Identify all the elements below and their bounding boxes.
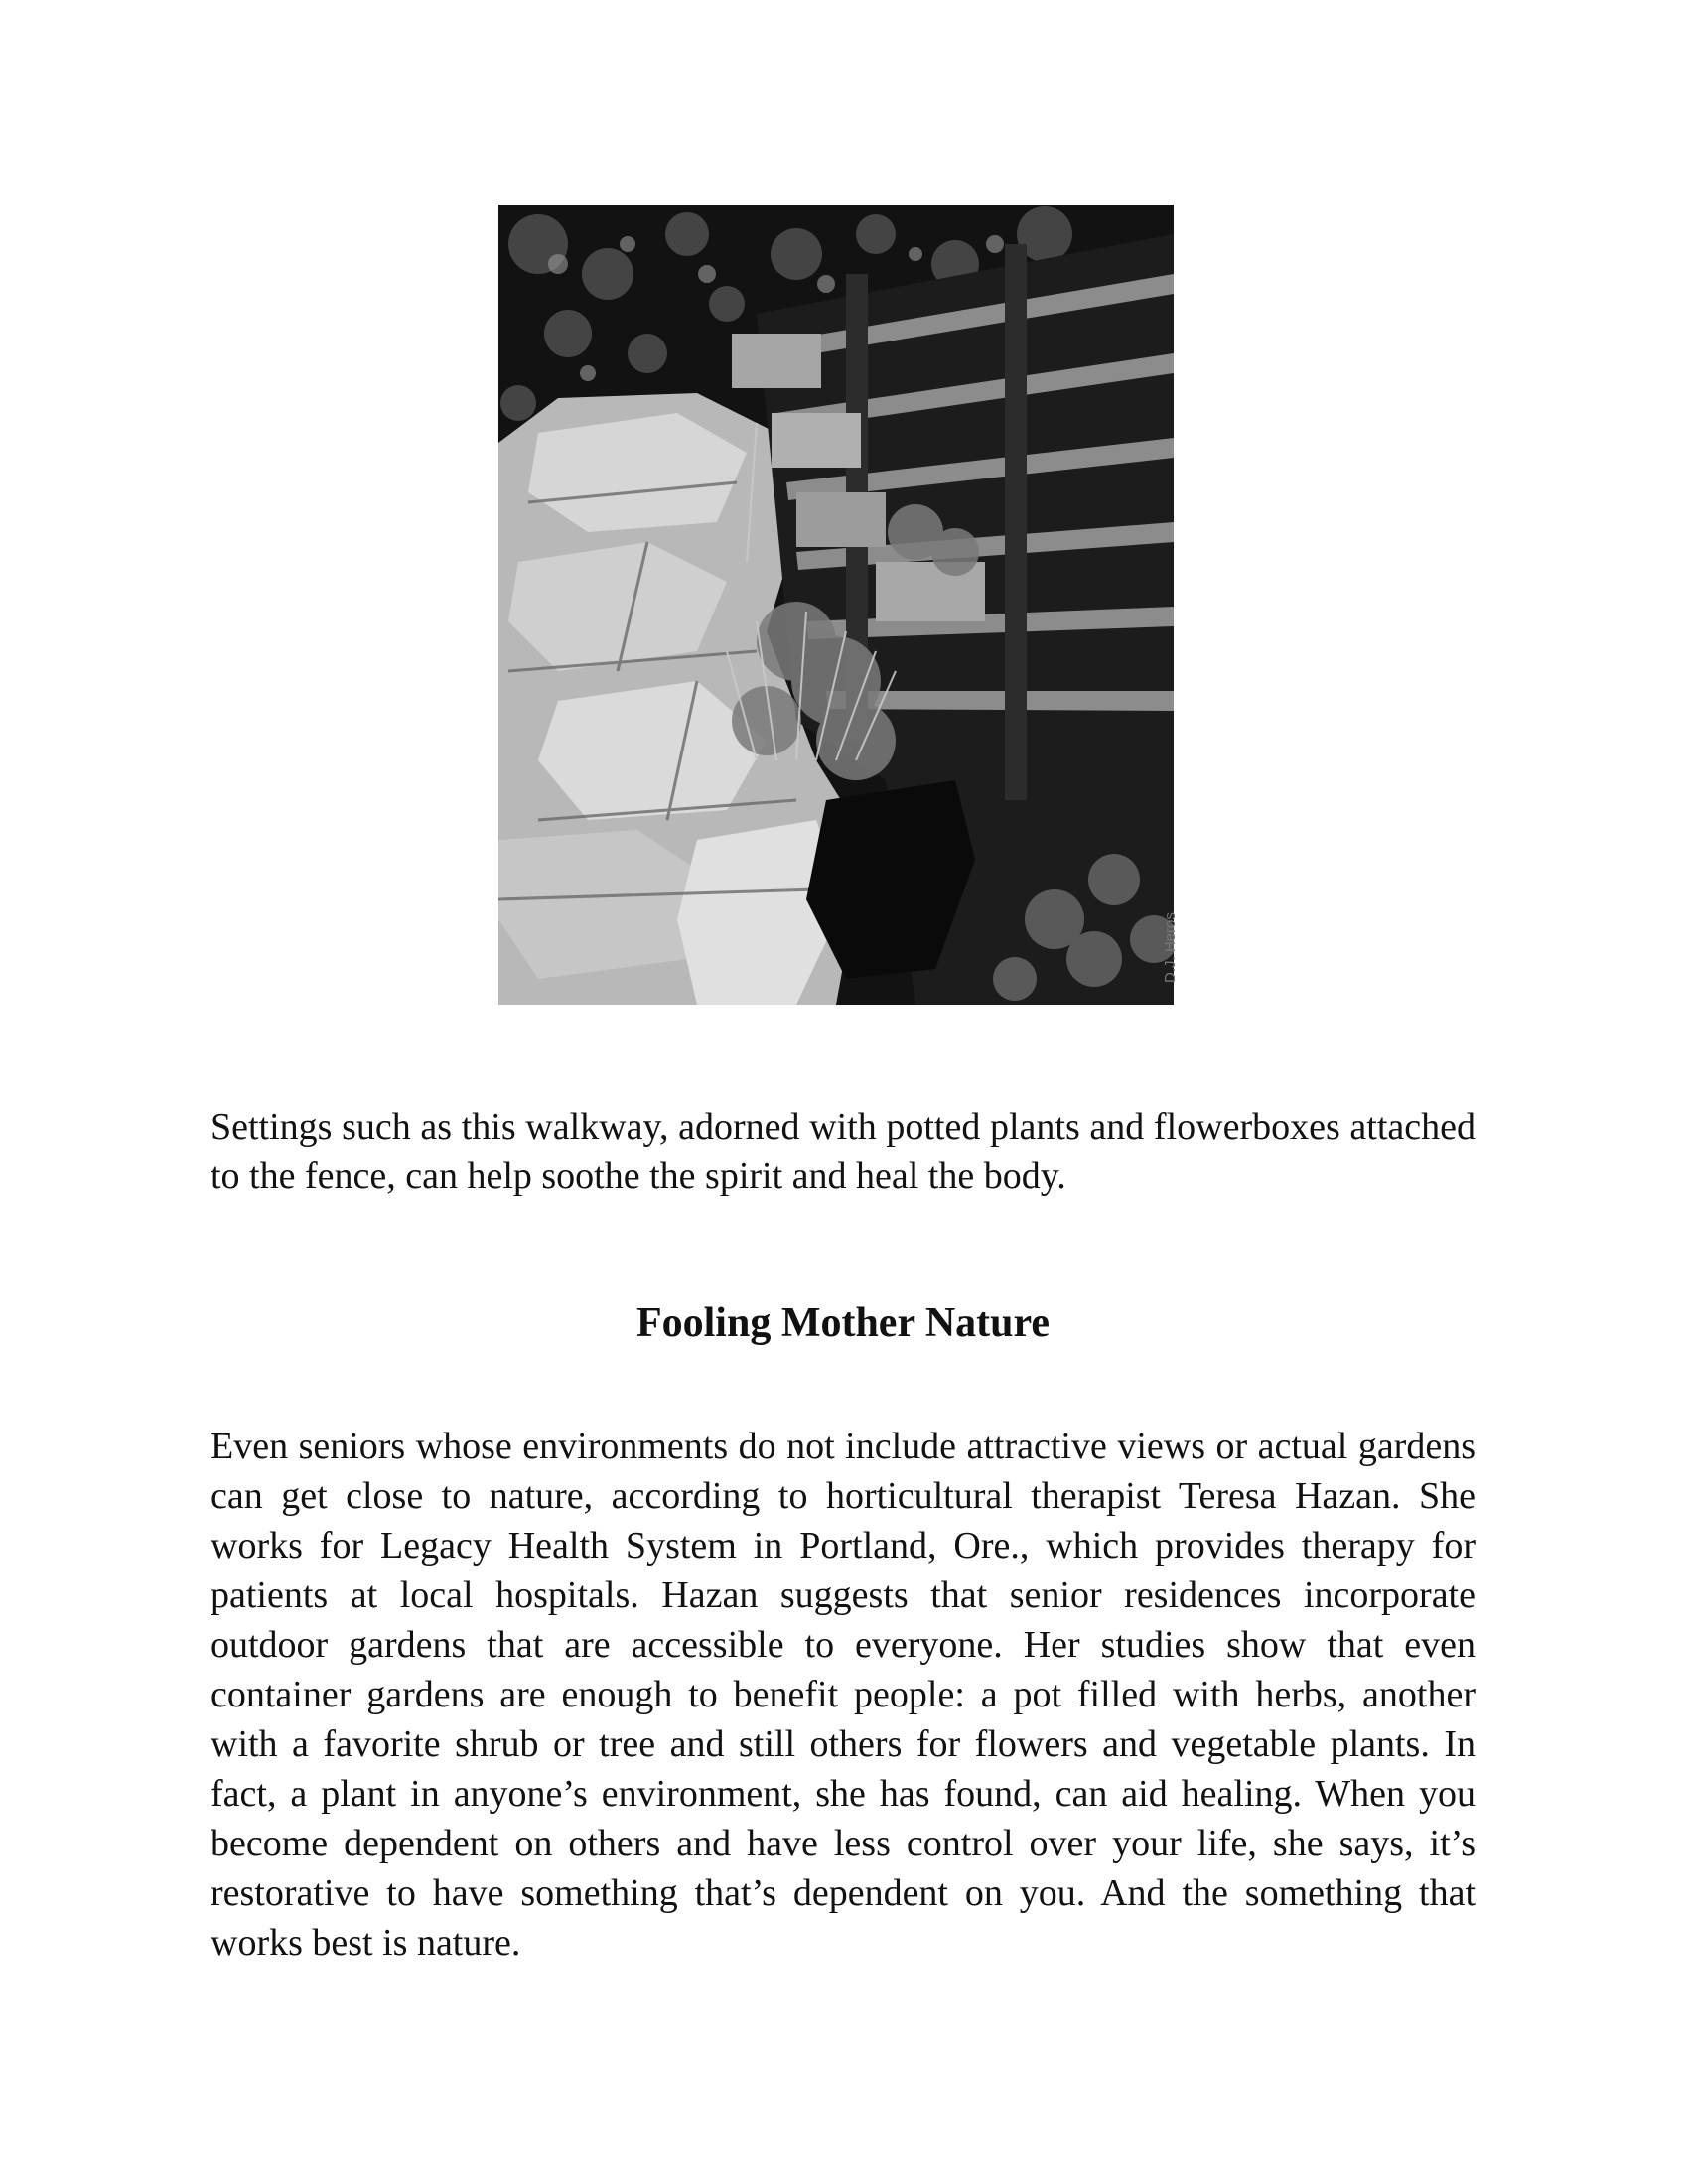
garden-walkway-photo bbox=[498, 205, 1174, 1005]
photo-credit: D.J. Heros bbox=[1162, 912, 1179, 983]
garden-walkway-illustration bbox=[498, 205, 1174, 1005]
section-body-paragraph: Even seniors whose environments do not include attractive views or actual gardens can get close to nature, according to horticultural therapist Teresa Hazan. She works for Legacy Health System in Portland, Ore., which provides therapy for patients at local hospitals. Hazan suggests that senior residences incorporate outdoor gardens that are accessible to everyone. Her studies show that even container gardens are enough to benefit people: a pot filled with herbs, another with a favorite shrub or tree and still others for flowers and vegetable plants. In fact, a plant in anyone’s environment, she has found, can aid healing. When you become dependent on others and have less control over your life, she says, it’s restorative to have something that’s dependent on you. And the something that works best is nature. bbox=[211, 1426, 1476, 1964]
photo-caption: Settings such as this walkway, adorned with potted plants and flowerboxes attached to the fence, can help soothe the spirit and heal the body. bbox=[211, 1106, 1476, 1197]
section-heading: Fooling Mother Nature bbox=[635, 1300, 1051, 1346]
photo-figure bbox=[498, 205, 1174, 1005]
